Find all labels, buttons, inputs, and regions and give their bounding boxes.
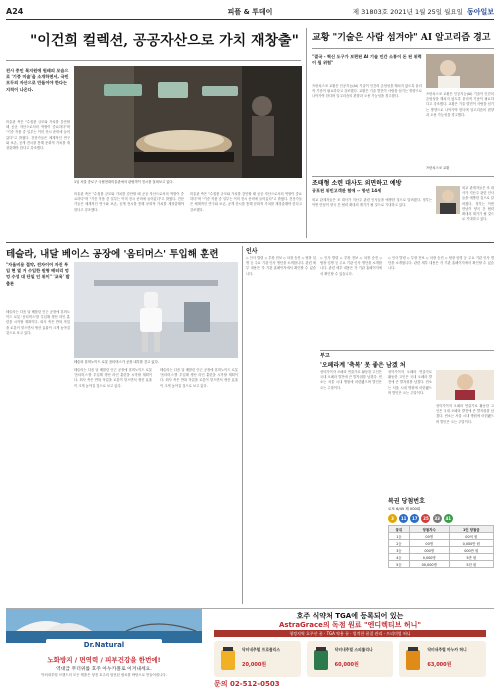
product-card	[399, 641, 486, 677]
article1-body-3: 미술관 측은 "수집품 규모와 가치를 감안할 때 공공 자산으로서의 역할이 중요하다"며 "기증 작품 중 일부는 이미 전시 준비에 들어갔다"고 밝혔다. 전문가들은 체계적인 연구와 보존, 공개 전시를 통해 문화적 가치를 재창출해야 한다고 강조했다.	[190, 192, 302, 212]
article4-body-2: 테슬라는 다음 달 베를린 인근 공장에 휴머노이드 로봇 '옴티머스'를 투입해 생산 라인 훈련을 시작할 계획이다. 회사 측은 반복 작업을 로봇이 맡으면서 생산 효율이 크게 높아질 것으로 보고 있다.	[74, 368, 152, 388]
article1-lede: 전시 중인 복지원에 원래의 모습으로 '기증 미술'을 소개하면서, 국민 모두의 자산으로 만들어야 한다는 지적이 나온다.	[6, 68, 69, 92]
article4-body-3: 테슬라는 다음 달 베를린 인근 공장에 휴머노이드 로봇 '옴티머스'를 투입해 생산 라인 훈련을 시작할 계획이다. 회사 측은 반복 작업을 로봇이 맡으면서 생산 효율이 크게 높아질 것으로 보고 있다.	[160, 368, 238, 388]
ad-products	[214, 641, 486, 677]
table-header: 등위	[389, 526, 410, 533]
table-header: 당첨자수	[409, 526, 449, 533]
lottery-round: 로또 6/45 제 000회	[388, 507, 421, 511]
ad-tagline: 노화방지 / 면역력 / 피부건강을 한번에!	[47, 656, 161, 664]
article1-body-2: 미술관 측은 "수집품 규모와 가치를 감안할 때 공공 자산으로서의 역할이 중요하다"며 "기증 작품 중 일부는 이미 전시 준비에 들어갔다"고 밝혔다. 전문가들은 체계적인 연구와 보존, 공개 전시를 통해 문화적 가치를 재창출해야 한다고 강조했다.	[74, 192, 184, 212]
table-header: 1인 당첨금	[449, 526, 493, 533]
article1-body: 미술관 측은 "수집품 규모와 가치를 감안할 때 공공 자산으로서의 역할이 중요하다"며 "기증 작품 중 일부는 이미 전시 준비에 들어갔다"고 밝혔다. 전문가들은 체계적인 연구와 보존, 공개 전시를 통해 문화적 가치를 재창출해야 한다고 강조했다.	[6, 120, 70, 151]
brand-logo: 동아일보	[466, 7, 494, 16]
product-card	[214, 641, 301, 677]
obit-photo	[436, 370, 494, 400]
obit-body-2: 성악가이자 오페라 연출가로 활동한 고인은 국내 오페라 발전에 큰 발자취를 남겼다. 빈소는 서울 시내 병원에 마련됐으며 발인은 오는 주말이다.	[388, 370, 432, 395]
ad-left-panel	[6, 609, 202, 690]
article3-subhead: 공포된 위민고객관 협에 -- 항년 14세	[312, 188, 382, 193]
table-row: 5등 00,000명 5천 원	[389, 561, 494, 568]
obit-title: '오페라계 '축복' 못 좋은 남겠 처	[320, 362, 406, 369]
article4-caption: 테슬라 휴머노이드 로봇 옴티머스가 공장 내부를 걷고 있다.	[74, 360, 159, 364]
lottery-table	[388, 525, 494, 568]
table-row: 1등 00명 00억 원	[389, 533, 494, 540]
lotto-ball: 25	[423, 516, 429, 521]
ad-brand-logo: Dr.Natural	[46, 639, 162, 651]
section-title: 피플 & 투데이	[227, 7, 273, 16]
portrait-photo	[436, 186, 460, 214]
ad-sub: 역대급 무더위를 호주 아누카폴로 이겨내세요.	[56, 667, 152, 672]
article3-title: 조태형 소련 대사도 외면하고 예방	[312, 180, 402, 187]
article1-title: "이건희 컬렉션, 공공자산으로 가치 재창출"	[30, 33, 299, 49]
pope-photo	[426, 54, 494, 88]
product-jar-icon	[218, 645, 238, 671]
article2-body-2: 프란치스코 교황은 인공지능(AI) 기술이 인간의 존엄성을 해치지 않도록 윤리적 기준이 필요하다고 강조했다. 교황은 기술 발전이 사람을 섬기는 방향으로 나아가야 한다며 알고리즘의 편향과 오용 가능성을 경고했다.	[426, 92, 494, 117]
article3-body: 외교 관계자들은 조 대사가 지난주 관련 인사들을 예방한 것으로 알려졌다. 정부는 이번 만남이 양국 간 협력 확대의 계기가 될 것으로 기대하고 있다.	[312, 198, 432, 208]
lotto-ball: 17	[412, 516, 418, 521]
article4-body: 테슬라는 다음 달 베를린 인근 공장에 휴머노이드 로봇 '옴티머스'를 투입해 생산 라인 훈련을 시작할 계획이다. 회사 측은 반복 작업을 로봇이 맡으면서 생산 효율이 크게 높아질 것으로 보고 있다.	[6, 310, 70, 335]
lottery-box	[388, 496, 494, 602]
table-row: 2등 00명 0,000만 원	[389, 540, 494, 547]
article4-title: 테슬라, 내달 베이스 공장에 '옴티머스' 투입해 훈련	[6, 249, 219, 260]
advertisement	[6, 608, 494, 689]
robot-photo	[74, 262, 238, 358]
lotto-ball: 33	[434, 516, 440, 521]
product-price: 63,000원	[427, 662, 452, 668]
page-number: A24	[6, 7, 24, 16]
article2-subhead: "결국 - 혁신 도구가 보편된 AI 기술 인간 소통이 돈 된 위력이 될 위험"	[312, 54, 422, 66]
article2-caption: 프란치스코 교황	[426, 166, 450, 170]
product-price: 20,000원	[242, 662, 267, 668]
obit-body-3: 성악가이자 오페라 연출가로 활동한 고인은 국내 오페라 발전에 큰 발자취를 남겼다. 빈소는 서울 시내 병원에 마련됐으며 발인은 오는 주말이다.	[436, 404, 494, 424]
article3-body-2: 외교 관계자들은 조 대사가 지난주 관련 인사들을 예방한 것으로 알려졌다. 정부는 이번 만남이 양국 간 협력 확대의 계기가 될 것으로 기대하고 있다.	[462, 186, 494, 222]
product-name: 닥터내추럴 프로폴리스	[242, 647, 280, 652]
product-name: 닥터내추럴 마누카 허니	[427, 647, 467, 652]
product-jar-icon	[311, 645, 331, 671]
people-body-3: ◇ 인사 발령 ◇ 부장 전보 ◇ 차장 승진 ◇ 팀장 임명 등 주요 기관 인사 명단을 소개합니다. 관련 세부 내용은 각 기관 홈페이지에서 확인할 수 있습니다.	[388, 256, 494, 271]
ad-right-title-2: AstraGrace의 독점 원료 "엔디렉티브 허니"	[278, 621, 422, 629]
people-head: 인사	[246, 248, 258, 255]
table-row: 3등 000명 000만 원	[389, 547, 494, 554]
article1-photo	[74, 66, 302, 178]
ad-notice: 닥터내추럴 브랜드의 모든 제품은 청정 호주의 엄선된 원료를 바탕으로 만들어집니다.	[41, 673, 167, 677]
article4-subhead: "자율비용 절약, 전자이어 자진 투입 현 열 거 수입한 원형 배터리 엉엉 수성 대 단일 인 위이" '교육' 발출론	[6, 262, 70, 286]
people-body: ◇ 인사 발령 ◇ 부장 전보 ◇ 차장 승진 ◇ 팀장 임명 등 주요 기관 인사 명단을 소개합니다. 관련 세부 내용은 각 기관 홈페이지에서 확인할 수 있습니다.	[246, 256, 316, 276]
product-price: 60,000원	[334, 662, 359, 668]
lotto-ball: 41	[445, 516, 452, 521]
ad-right-title: 호주 식약처 TGA에 등록되어 있는	[296, 612, 404, 620]
lotto-ball: 3	[388, 514, 397, 523]
ad-right-panel	[206, 609, 494, 690]
table-row: 4등 0,000명 5만 원	[389, 554, 494, 561]
lotto-ball: 11	[400, 516, 407, 521]
ad-right-sub: 청정지역 호주산 꿀 · TGA 약용 꿀 · 엄격한 품질 관리 · 프리미엄 허니	[214, 630, 486, 637]
obit-body: 성악가이자 오페라 연출가로 활동한 고인은 국내 오페라 발전에 큰 발자취를 남겼다. 빈소는 서울 시내 병원에 마련됐으며 발인은 오는 주말이다.	[320, 370, 382, 390]
ad-phone: 문의 02-512-0503	[214, 680, 280, 688]
opera-house-image	[6, 609, 202, 643]
article2-title: 교황 "기술은 사람 섬겨야" AI 알고리즘 경고	[312, 33, 491, 43]
article1-caption: 1일 서울 종로구 국립현대미술관에서 관람객이 전시를 살펴보고 있다.	[74, 180, 174, 184]
people-body-2: ◇ 인사 발령 ◇ 부장 전보 ◇ 차장 승진 ◇ 팀장 임명 등 주요 기관 인사 명단을 소개합니다. 관련 세부 내용은 각 기관 홈페이지에서 확인할 수 있습니다.	[320, 256, 382, 276]
product-jar-icon	[403, 645, 423, 671]
product-card	[307, 641, 394, 677]
product-name: 닥터내추럴 스피룰리나	[334, 647, 373, 652]
page-header	[6, 4, 494, 20]
lottery-balls	[388, 514, 494, 523]
issue-info: 제 31803호 2021년 1월 25일 월요일	[352, 8, 463, 16]
lottery-title: 복권 당첨번호	[388, 498, 425, 505]
article2-body: 프란치스코 교황은 인공지능(AI) 기술이 인간의 존엄성을 해치지 않도록 윤리적 기준이 필요하다고 강조했다. 교황은 기술 발전이 사람을 섬기는 방향으로 나아가야 한다며 알고리즘의 편향과 오용 가능성을 경고했다.	[312, 84, 422, 99]
obit-head: 부고	[320, 353, 330, 359]
